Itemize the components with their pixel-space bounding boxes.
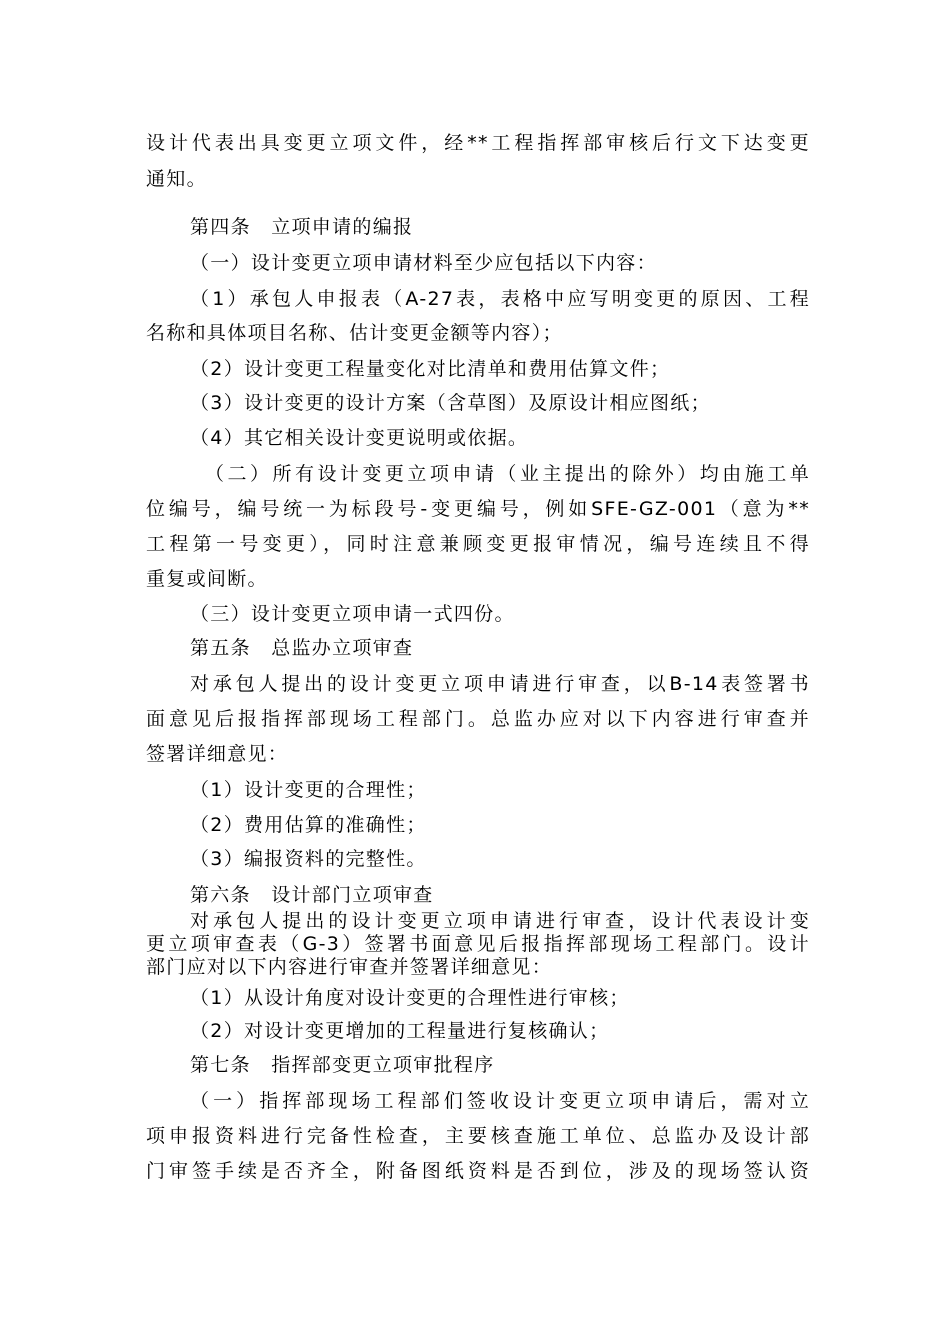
article-heading: 第五条 总监办立项审查 (190, 637, 414, 659)
text-line: （一）指挥部现场工程部们签收设计变更立项申请后，需对立 (190, 1090, 810, 1112)
text-line: （1）承包人申报表（A-27表，表格中应写明变更的原因、工程 (190, 288, 810, 310)
article-heading: 第六条 设计部门立项审查 (190, 884, 434, 906)
text-line: 门审签手续是否齐全，附备图纸资料是否到位，涉及的现场签认资 (146, 1160, 810, 1182)
text-line: 位编号，编号统一为标段号-变更编号，例如SFE-GZ-001（意为** (146, 498, 810, 520)
text-line: 重复或间断。 (146, 568, 268, 590)
text-line: （1）设计变更的合理性； (190, 779, 427, 801)
text-line: 通知。 (146, 168, 207, 190)
text-line: 部门应对以下内容进行审查并签署详细意见： (146, 956, 553, 978)
text-line: 设计代表出具变更立项文件，经**工程指挥部审核后行文下达变更 (146, 132, 810, 154)
text-line: （4）其它相关设计变更说明或依据。 (190, 427, 529, 449)
text-line: （一）设计变更立项申请材料至少应包括以下内容： (190, 252, 657, 274)
text-line: （3）设计变更的设计方案（含草图）及原设计相应图纸； (190, 392, 711, 414)
text-line: （3）编报资料的完整性。 (190, 848, 427, 870)
text-line: （三）设计变更立项申请一式四份。 (190, 603, 515, 625)
text-line: 更立项审查表（G-3）签署书面意见后报指挥部现场工程部门。设计 (146, 933, 810, 955)
text-line: 签署详细意见： (146, 743, 289, 765)
text-line: 工程第一号变更），同时注意兼顾变更报审情况，编号连续且不得 (146, 533, 810, 555)
article-heading: 第四条 立项申请的编报 (190, 216, 414, 238)
text-line: 对承包人提出的设计变更立项申请进行审查，设计代表设计变 (190, 910, 810, 932)
text-line: 对承包人提出的设计变更立项申请进行审查，以B-14表签署书 (190, 673, 810, 695)
text-line: （2）设计变更工程量变化对比清单和费用估算文件； (190, 358, 671, 380)
text-line: （二）所有设计变更立项申请（业主提出的除外）均由施工单 (205, 463, 810, 485)
article-heading: 第七条 指挥部变更立项审批程序 (190, 1054, 495, 1076)
text-line: 项申报资料进行完备性检查，主要核查施工单位、总监办及设计部 (146, 1125, 810, 1147)
text-line: （2）费用估算的准确性； (190, 814, 427, 836)
text-line: 名称和具体项目名称、估计变更金额等内容）； (146, 322, 563, 344)
text-line: （1）从设计角度对设计变更的合理性进行审核； (190, 987, 630, 1009)
text-line: 面意见后报指挥部现场工程部门。总监办应对以下内容进行审查并 (146, 708, 810, 730)
text-line: （2）对设计变更增加的工程量进行复核确认； (190, 1020, 610, 1042)
